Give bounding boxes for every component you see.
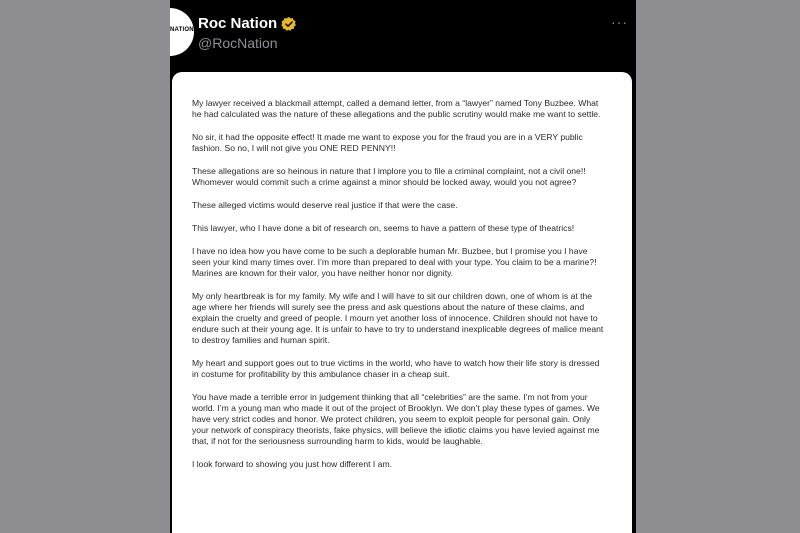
statement-text (192, 98, 608, 482)
more-options-icon[interactable]: ··· (611, 14, 628, 30)
account-name[interactable]: Roc Nation (198, 15, 278, 32)
post-header (170, 0, 636, 70)
statement-paragraph: This lawyer, who I have done a bit of research on, seems to have a pattern of these type of theatrics! (192, 223, 575, 233)
avatar[interactable] (170, 8, 194, 56)
statement-paragraph: These allegations are so heinous in nature that I implore you to file a criminal complaint, not a civil one!! Whomever would commit such a crime against a minor should be locked away, would you not agree? (192, 166, 586, 187)
statement-paragraph: I have no idea how you have come to be such a deplorable human Mr. Buzbee, but I promise you I have seen your kind many times over. I’m more than prepared to deal with your type. You claim to be a marine?! Marines are known for their valor, you have neither honor nor dignity. (192, 246, 597, 278)
statement-image (172, 72, 632, 533)
verified-badge-icon (281, 16, 297, 32)
statement-paragraph: I look forward to showing you just how different I am. (192, 459, 392, 469)
statement-paragraph: No sir, it had the opposite effect! It made me want to expose you for the fraud you are in a VERY public fashion. So no, I will not give you ONE RED PENNY!! (192, 132, 583, 153)
statement-paragraph: These alleged victims would deserve real justice if that were the case. (192, 200, 458, 210)
statement-paragraph: You have made a terrible error in judgement thinking that all “celebrities” are the same. I’m not from your world. I’m a young man who made it out of the project of Brooklyn. We don’t play these types of games. We have very strict codes and honor. We protect children, you seem to exploit people for personal gain. Only your network of conspiracy theorists, fake physics, will believe the idiotic claims you have levied against me that, if not for the seriousness surrounding harm to kids, would be laughable. (192, 392, 600, 446)
statement-paragraph: My heart and support goes out to true victims in the world, who have to watch how their life story is dressed in costume for profitability by this ambulance chaser in a cheap suit. (192, 358, 600, 379)
post-card (170, 0, 636, 533)
name-row (198, 15, 297, 32)
statement-paragraph: My lawyer received a blackmail attempt, called a demand letter, from a “lawyer” named Tony Buzbee. What he had calculated was the nature of these allegations and the public scrutiny would make me want to settle. (192, 98, 601, 119)
statement-paragraph: My only heartbreak is for my family. My wife and I will have to sit our children down, one of whom is at the age where her friends will surely see the press and ask questions about the nature of these claims, and explain the cruelty and greed of people. I mourn yet another loss of innocence. Children should not have to endure such at their young age. It is unfair to have to try to understand inexplicable degrees of malice meant to destroy families and human spirit. (192, 291, 604, 345)
avatar-logo-text: NATION (170, 27, 194, 33)
account-handle[interactable]: @RocNation (198, 35, 278, 51)
